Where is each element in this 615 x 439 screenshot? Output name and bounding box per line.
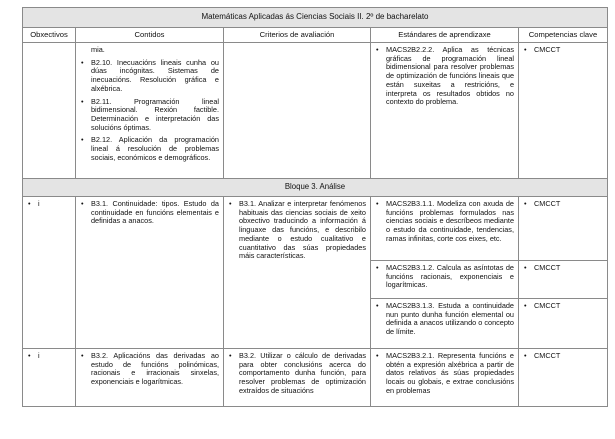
criterios-cell xyxy=(224,197,371,349)
obxectivos-list xyxy=(23,197,75,216)
list-item: • MACS2B3.1.2. Calcula as asíntotas de funcións racionais, exponenciais e logarítmicas. xyxy=(375,264,514,290)
obxectivos-cell xyxy=(23,43,76,179)
competencias-cell xyxy=(519,197,608,261)
list-item: • MACS2B3.1.3. Estuda a continuidade nun punto dunha función elemental ou definida a anacos utilizando o concepto de límite. xyxy=(375,302,514,337)
estandares-cell xyxy=(371,43,519,179)
estandares-cell xyxy=(371,261,519,299)
competencias-cell xyxy=(519,299,608,349)
list-item: mia. xyxy=(91,45,105,54)
contidos-list xyxy=(76,349,223,394)
header-criterios: Criterios de avaliación xyxy=(224,28,371,43)
header-estandares: Estándares de aprendizaxe xyxy=(371,28,519,43)
competencias-list xyxy=(519,261,607,280)
table-row xyxy=(23,349,608,407)
contidos-cell xyxy=(76,197,224,349)
estandares-cell xyxy=(371,299,519,349)
estandares-list xyxy=(371,299,518,344)
contidos-list xyxy=(76,43,223,169)
header-competencias: Competencias clave xyxy=(519,28,608,43)
title-row xyxy=(23,8,608,28)
table-row xyxy=(23,43,608,179)
criterios-list xyxy=(224,197,370,268)
estandares-list xyxy=(371,43,518,114)
criterios-cell xyxy=(224,43,371,179)
contidos-cell xyxy=(76,349,224,407)
contidos-list xyxy=(76,197,223,233)
header-obxectivos: Obxectivos xyxy=(23,28,76,43)
contidos-cell xyxy=(76,43,224,179)
list-item: • B3.1. Continuidade: tipos. Estudo da continuidade en funcións elementais e definidas a anacos. xyxy=(80,200,219,226)
competencias-cell xyxy=(519,43,608,179)
competencias-list xyxy=(519,299,607,318)
estandares-cell xyxy=(371,197,519,261)
estandares-cell xyxy=(371,349,519,407)
criterios-cell xyxy=(224,349,371,407)
list-item: • i xyxy=(27,200,71,209)
criterios-list xyxy=(224,349,370,403)
list-item: • MACS2B3.1.1. Modeliza con axuda de funcións problemas formulados nas ciencias sociais e descríbeos mediante o estudo da continuidade, tendencias, ramas infinitas, corte cos eixes, etc. xyxy=(375,200,514,244)
block-row xyxy=(23,179,608,197)
curriculum-table xyxy=(22,7,608,407)
list-item: • CMCCT xyxy=(523,200,603,209)
list-item: • CMCCT xyxy=(523,264,603,273)
list-item: • B3.2. Aplicacións das derivadas ao estudo de funcións polinómicas, racionais e irracionais sinxelas, exponenciais e logarítmicas. xyxy=(80,352,219,387)
list-item: • MACS2B3.2.1. Representa funcións e obtén a expresión alxébrica a partir de datos relativos ás súas propiedades locais ou globais, e extrae conclusións en problemas xyxy=(375,352,514,396)
list-item: • B2.10. Inecuacións lineais cunha ou dúas incógnitas. Sistemas de inecuacións. Resolución gráfica e alxébrica. xyxy=(80,59,219,94)
obxectivos-cell xyxy=(23,349,76,407)
competencias-cell xyxy=(519,261,608,299)
list-item: • i xyxy=(27,352,71,361)
obxectivos-cell xyxy=(23,197,76,349)
list-item: • B3.1. Analizar e interpretar fenómenos habituais das ciencias sociais de xeito obxectivo traducindo a información á linguaxe das funcións, e describilo mediante o estudo cualitativo e cuantitativo das súas propiedades máis características. xyxy=(228,200,366,261)
estandares-list xyxy=(371,349,518,403)
list-item: • CMCCT xyxy=(523,302,603,311)
table-title: Matemáticas Aplicadas ás Ciencias Sociais II. 2º de bacharelato xyxy=(23,8,608,28)
block-title: Bloque 3. Análise xyxy=(23,179,608,197)
list-item: • B2.11. Programación lineal bidimensional. Rexión factible. Determinación e interpretación das solucións óptimas. xyxy=(80,98,219,133)
list-item: • CMCCT xyxy=(523,46,603,55)
table-row xyxy=(23,197,608,261)
competencias-cell xyxy=(519,349,608,407)
list-item: • CMCCT xyxy=(523,352,603,361)
competencias-list xyxy=(519,349,607,368)
header-contidos: Contidos xyxy=(76,28,224,43)
estandares-list xyxy=(371,197,518,251)
list-item: • B3.2. Utilizar o cálculo de derivadas para obter conclusións acerca do comportamento dunha función, para resolver problemas de optimización extraídos de situacións xyxy=(228,352,366,396)
obxectivos-list xyxy=(23,349,75,368)
competencias-list xyxy=(519,43,607,62)
column-header-row xyxy=(23,28,608,43)
competencias-list xyxy=(519,197,607,216)
estandares-list xyxy=(371,261,518,297)
list-item: • MACS2B2.2.2. Aplica as técnicas gráficas de programación lineal bidimensional para resolver problemas de optimización de funcións lineais que están suxeitas a restricións, e interpreta os resultados obtidos no contexto do problema. xyxy=(375,46,514,107)
list-item: • B2.12. Aplicación da programación lineal á resolución de problemas sociais, económicos e demográficos. xyxy=(80,136,219,162)
